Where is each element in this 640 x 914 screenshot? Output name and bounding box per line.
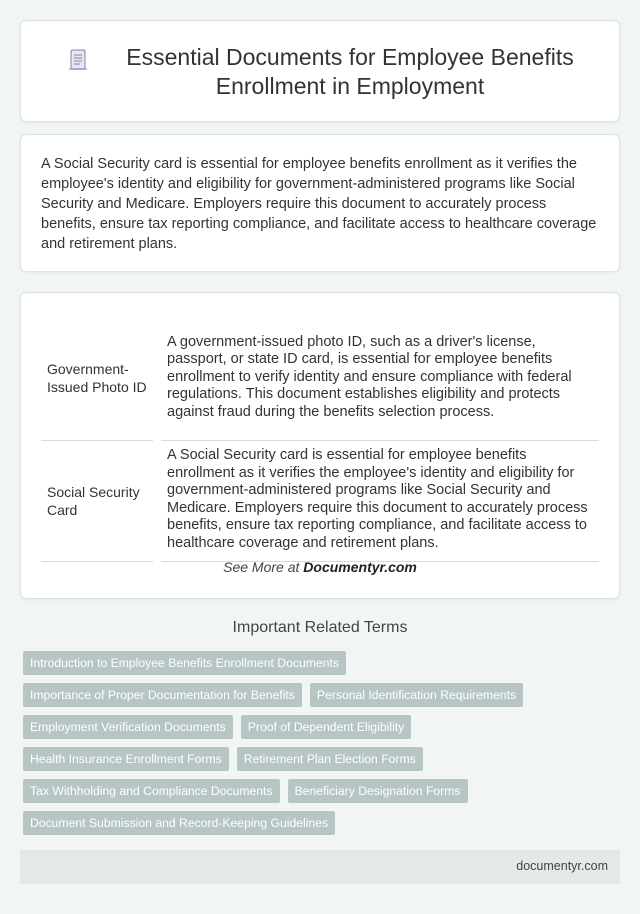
related-term-tag[interactable]: Importance of Proper Documentation for Benefits bbox=[23, 683, 302, 707]
related-term-tag[interactable]: Proof of Dependent Eligibility bbox=[241, 715, 412, 739]
table-row bbox=[41, 317, 599, 440]
document-name: Government-Issued Photo ID bbox=[41, 317, 153, 440]
related-terms-heading: Important Related Terms bbox=[232, 619, 408, 636]
page-title: Essential Documents for Employee Benefits Enrollment in Employment bbox=[126, 44, 574, 99]
related-term-tag[interactable]: Personal Identification Requirements bbox=[310, 683, 523, 707]
footer-site[interactable]: documentyr.com bbox=[516, 859, 608, 873]
summary-card bbox=[20, 134, 620, 272]
related-term-tag[interactable]: Tax Withholding and Compliance Documents bbox=[23, 779, 280, 803]
related-term-tag[interactable]: Document Submission and Record-Keeping Guidelines bbox=[23, 811, 335, 835]
related-terms-list bbox=[23, 651, 603, 835]
document-description: A government-issued photo ID, such as a driver's license, passport, or state ID card, is essential for employee benefits enrollment to verify identity and ensure compliance with federal regulations. This document establishes eligibility and protects against fraud during the benefits selection process. bbox=[161, 317, 599, 440]
see-more-link[interactable] bbox=[21, 559, 619, 575]
title-card bbox=[20, 20, 620, 122]
documents-card bbox=[20, 292, 620, 599]
document-name: Social Security Card bbox=[41, 440, 153, 561]
related-term-tag[interactable]: Employment Verification Documents bbox=[23, 715, 233, 739]
related-term-tag[interactable]: Introduction to Employee Benefits Enrollment Documents bbox=[23, 651, 346, 675]
see-more-prefix: See More at bbox=[223, 559, 304, 575]
related-term-tag[interactable]: Beneficiary Designation Forms bbox=[288, 779, 468, 803]
table-row bbox=[41, 440, 599, 561]
see-more-site[interactable]: Documentyr.com bbox=[303, 559, 417, 575]
summary-text: A Social Security card is essential for employee benefits enrollment as it verifies the employee's identity and eligibility for government-administered programs like Social Security and Medicare. Employers require this document to accurately process benefits, ensure tax reporting compliance, and facilitate access to healthcare coverage and retirement plans. bbox=[41, 156, 597, 252]
related-term-tag[interactable]: Retirement Plan Election Forms bbox=[237, 747, 423, 771]
footer bbox=[20, 850, 620, 884]
related-term-tag[interactable]: Health Insurance Enrollment Forms bbox=[23, 747, 229, 771]
document-description: A Social Security card is essential for employee benefits enrollment as it verifies the employee's identity and eligibility for government-administered programs like Social Security and Medicare. Employers require this document to accurately process benefits, ensure tax reporting compliance, and facilitate access to healthcare coverage and retirement plans. bbox=[161, 440, 599, 561]
documents-table bbox=[41, 317, 599, 562]
